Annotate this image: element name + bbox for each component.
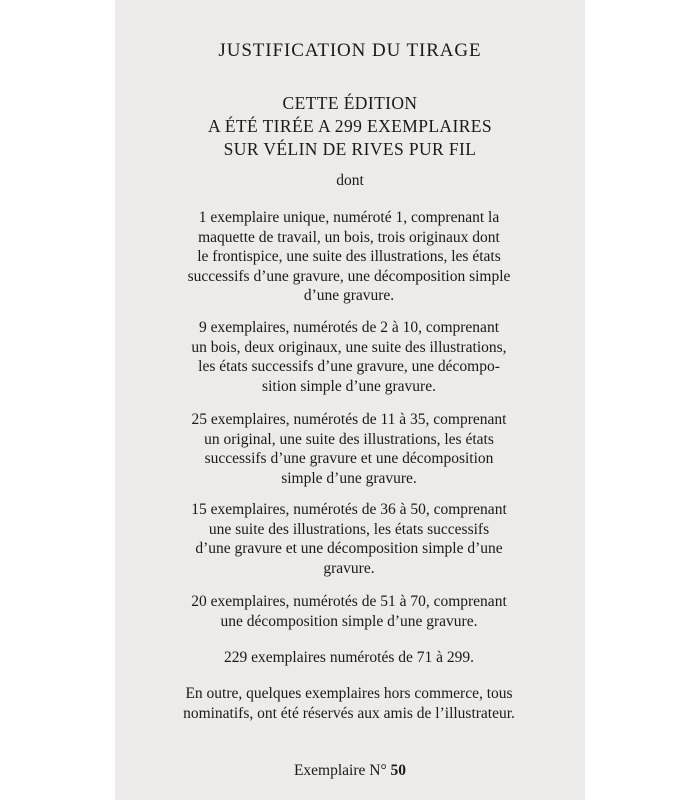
text-line: En outre, quelques exemplaires hors commerce, tous	[185, 685, 513, 702]
text-line: maquette de travail, un bois, trois originaux dont	[198, 228, 500, 246]
text-line: les états successifs d’une gravure, une décompo-	[198, 358, 500, 375]
paragraph-copies-36-50	[163, 500, 535, 578]
document-page	[115, 0, 585, 800]
page-title: JUSTIFICATION DU TIRAGE	[218, 40, 482, 61]
text-line: 15 exemplaires, numérotés de 36 à 50, comprenant	[191, 501, 507, 518]
text-line: nominatifs, ont été réservés aux amis de l’illustrateur.	[183, 704, 515, 722]
copy-number-label: Exemplaire N°	[293, 762, 387, 779]
text-line: 1 exemplaire unique, numéroté 1, comprenant la	[198, 209, 500, 226]
edition-line: A ÉTÉ TIRÉE A 299 EXEMPLAIRES	[208, 116, 492, 136]
text-line: 20 exemplaires, numérotés de 51 à 70, comprenant	[191, 593, 507, 610]
paragraph-copies-11-35	[163, 410, 535, 488]
text-line: une décomposition simple d’une gravure.	[220, 612, 478, 630]
text-line: sition simple d’une gravure.	[262, 377, 436, 395]
text-line: une suite des illustrations, les états successifs	[208, 520, 490, 538]
copy-number	[115, 762, 585, 780]
dont-label: dont	[336, 172, 364, 189]
edition-line: SUR VÉLIN DE RIVES PUR FIL	[223, 139, 477, 159]
text-line: d’une gravure et une décomposition simple d’une	[195, 540, 503, 557]
text-line: 25 exemplaires, numérotés de 11 à 35, comprenant	[191, 411, 507, 428]
text-line: d’une gravure.	[303, 287, 395, 304]
edition-line: CETTE ÉDITION	[282, 93, 418, 113]
text-line: simple d’une gravure.	[281, 469, 417, 487]
text-line: le frontispice, une suite des illustrations, les états	[197, 248, 501, 265]
paragraph-copies-51-70	[163, 592, 535, 631]
copy-number-value: 50	[390, 762, 407, 779]
text-line: 9 exemplaires, numérotés de 2 à 10, comprenant	[199, 319, 499, 336]
paragraph-copy-1	[163, 208, 535, 306]
text-line: successifs d’une gravure et une décomposition	[204, 450, 494, 467]
text-line: gravure.	[323, 559, 375, 577]
text-line: un bois, deux originaux, une suite des illustrations,	[191, 338, 507, 356]
text-line: successifs d’une gravure, une décomposition simple	[187, 267, 511, 285]
text-line: un original, une suite des illustrations, les états	[204, 430, 494, 448]
paragraph-copies-71-299	[163, 648, 535, 668]
paragraph-copies-2-10	[163, 318, 535, 396]
text-line: 229 exemplaires numérotés de 71 à 299.	[223, 649, 475, 666]
paragraph-hors-commerce	[163, 684, 535, 723]
edition-statement	[115, 92, 585, 161]
